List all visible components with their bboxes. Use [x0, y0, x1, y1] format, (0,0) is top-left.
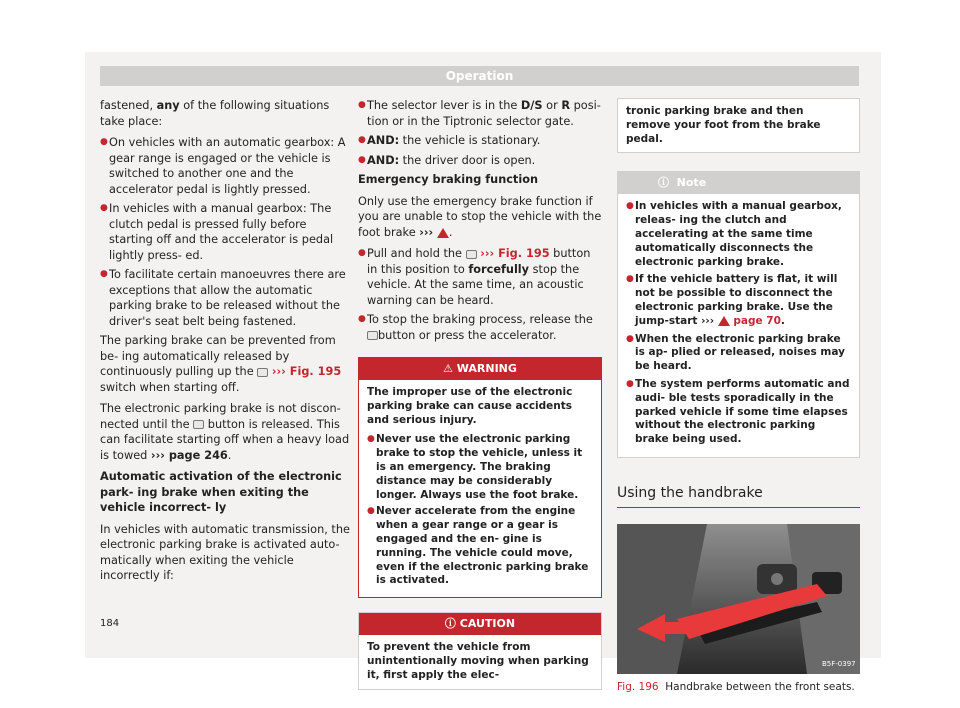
page-link[interactable]: page 70	[729, 314, 781, 327]
page-number: 184	[100, 618, 120, 629]
car-jumpstart-icon	[718, 316, 730, 326]
parking-brake-button-icon	[193, 420, 204, 429]
handbrake-figure	[617, 524, 860, 674]
list-item: ● The system performs automatic and audi- ble tests sporadically in the parked vehicle if some time elapses without the electronic parking brake being used.	[626, 378, 851, 447]
list-item: ● If the vehicle battery is flat, it will not be possible to disconnect the electronic parking brake. Use the jump-start ››› page 70.	[626, 273, 851, 328]
subheading: Emergency braking function	[358, 173, 539, 186]
list-item: ● When the electronic parking brake is ap- plied or released, noises may be heard.	[626, 333, 851, 374]
list-item: ● Never accelerate from the engine when a gear range or a gear is engaged and the en- gine is running. The vehicle could move, even if the electronic parking brake is activated.	[367, 505, 593, 588]
list-item: ● On vehicles with an automatic gearbox: A gear range is engaged or the vehicle is switched to another one and the accelerator pedal is lightly pressed.	[100, 135, 350, 197]
list-item: ● To facilitate certain manoeuvres there are exceptions that allow the automatic parking brake to be released without the driver's seat belt being fastened.	[100, 267, 350, 329]
list-item: ● AND: the driver door is open.	[358, 153, 602, 169]
paragraph: In vehicles with automatic transmission, the electronic parking brake is activated auto- matically when exiting the vehicle incorrectly if:	[100, 522, 350, 582]
parking-brake-button-icon	[257, 368, 268, 377]
list-item: ● Never use the electronic parking brake to stop the vehicle, unless it is an emergency. The braking distance may be considerably longer. Always use the foot brake.	[367, 433, 593, 502]
intro-paragraph: fastened, any of the following situations take place:	[100, 99, 330, 128]
parking-brake-button-icon	[466, 250, 477, 259]
list-item: ● Pull and hold the ››› Fig. 195 button in this position to forcefully stop the vehicle. At the same time, an acoustic warning can be heard.	[358, 246, 602, 308]
figure-code: B5F-0397	[822, 660, 856, 669]
list-item: ● In vehicles with a manual gearbox: The clutch pedal is pressed fully before starting off and the accelerator is pedal lightly press- ed.	[100, 201, 350, 263]
list-item: ● AND: the vehicle is stationary.	[358, 133, 602, 149]
figure-caption: Fig. 196 Handbrake between the front seats.	[617, 681, 855, 694]
note-body	[618, 194, 859, 457]
paragraph: The parking brake can be prevented from be- ing automatically released by continuously pulling up the ››› Fig. 195 switch when starting off.	[100, 334, 342, 394]
paragraph: Only use the emergency brake function if you are unable to stop the vehicle with the foot brake ››› .	[358, 194, 602, 239]
warning-header: ⚠ WARNING	[359, 358, 601, 380]
warning-body: The improper use of the electronic parking brake can cause accidents and serious injury. ● Never use the electronic parking brake to stop the vehicle, unless it is an emergency. The braking distance may be considerably longer. Always use the foot brake. ● Never accelerate from the engine when a gear range or a gear is engaged and the en- gine is running. The vehicle could move, even if the electronic parking brake is activated.	[359, 380, 601, 597]
section-title: Using the handbrake	[617, 486, 860, 509]
list-item: ● To stop the braking process, release the button or press the accelerator.	[358, 312, 602, 343]
caution-header: ⓘ CAUTION	[359, 613, 601, 635]
list-item: ● The selector lever is in the D/S or R posi- tion or in the Tiptronic selector gate.	[358, 98, 602, 129]
column-2	[358, 98, 602, 690]
figure-link[interactable]: ››› Fig. 195	[271, 365, 342, 378]
warning-icon	[437, 228, 449, 238]
caution-body: To prevent the vehicle from unintentionally moving when parking it, first apply the elec-	[367, 641, 589, 681]
column-3	[617, 98, 860, 696]
list-item: ● In vehicles with a manual gearbox, releas- ing the clutch and accelerating at the same time automatically disconnects the electronic parking brake.	[626, 200, 851, 269]
column-1	[100, 98, 350, 590]
note-header: ⓘ Note	[618, 172, 859, 194]
caution-box-continued	[617, 98, 860, 153]
warning-box	[358, 357, 602, 598]
paragraph: The electronic parking brake is not discon- nected until the button is released. This can facilitate starting off when a heavy load is towed ››› page 246.	[100, 402, 350, 462]
page-header: Operation	[100, 66, 859, 86]
note-box	[617, 171, 860, 458]
caution-box	[358, 612, 602, 689]
figure-link[interactable]: ››› Fig. 195	[480, 247, 550, 260]
parking-brake-button-icon	[367, 331, 378, 340]
subheading: Automatic activation of the electronic park- ing brake when exiting the vehicle incorrect- ly	[100, 470, 342, 514]
caution-continued-text: tronic parking brake and then remove your foot from the brake pedal.	[626, 105, 821, 145]
page-link[interactable]: ››› page 246	[150, 448, 228, 462]
